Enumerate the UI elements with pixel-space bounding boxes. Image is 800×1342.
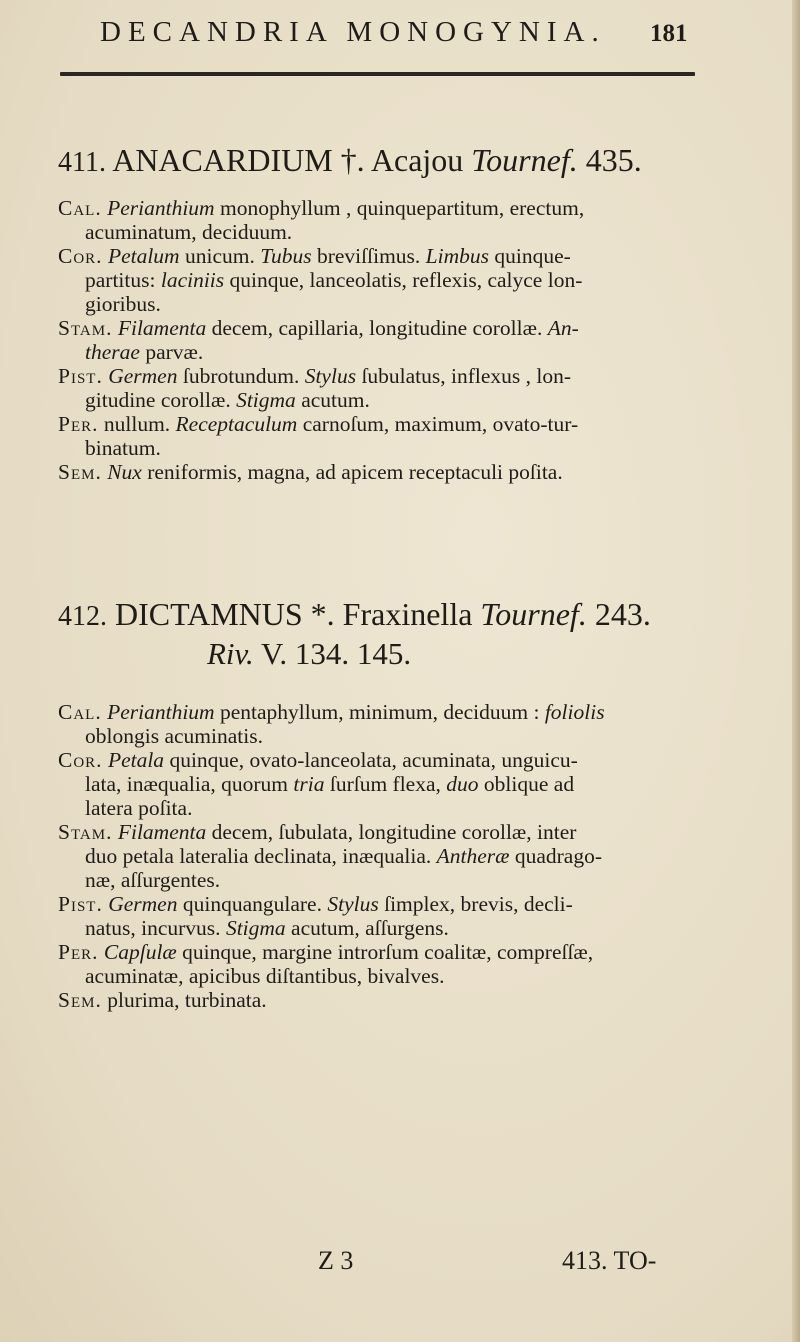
reference: 435. <box>585 142 642 178</box>
text-line: binatum. <box>85 436 161 460</box>
page-edge <box>792 0 800 1342</box>
text-line: Cor. Petalum unicum. Tubus breviſſimus. Limbus quinque- <box>58 244 571 268</box>
header-rule <box>60 72 695 76</box>
signature-mark: Z 3 <box>318 1246 354 1275</box>
text-line: Sem. Nux reniformis, magna, ad apicem receptaculi poſita. <box>58 460 563 484</box>
genus-mark: †. <box>340 142 365 178</box>
catchword: 413. TO- <box>562 1246 657 1275</box>
text-line: gitudine corollæ. Stigma acutum. <box>85 388 370 412</box>
entry-heading-411 <box>58 142 642 179</box>
text-line: therae parvæ. <box>85 340 204 364</box>
entry-heading-412 <box>58 596 651 633</box>
entry-subheading-412 <box>207 636 411 672</box>
text-line: natus, incurvus. Stigma acutum, aſſurgens. <box>85 916 449 940</box>
text-line: Stam. Filamenta decem, ſubulata, longitudine corollæ, inter <box>58 820 577 844</box>
text-line: Cal. Perianthium monophyllum , quinquepartitum, erectum, <box>58 196 585 220</box>
text-line: oblongis acuminatis. <box>85 724 263 748</box>
entry-number: 411. <box>58 147 106 178</box>
text-line: Cor. Petala quinque, ovato-lanceolata, acuminata, unguicu- <box>58 748 578 772</box>
page-number: 181 <box>650 20 688 47</box>
author: Tournef. <box>480 596 587 632</box>
synonym: Acajou <box>370 142 464 178</box>
genus-name: ANACARDIUM <box>112 142 333 178</box>
synonym: Fraxinella <box>342 596 473 632</box>
text-line: Per. Capſulæ quinque, margine introrſum coalitæ, compreſſæ, <box>58 940 594 964</box>
text-line: acuminatæ, apicibus diſtantibus, bivalves. <box>85 964 445 988</box>
text-line: lata, inæqualia, quorum tria ſurſum flexa, duo oblique ad <box>85 772 575 796</box>
text-line: latera poſita. <box>85 796 193 820</box>
running-head <box>0 14 800 54</box>
text-line: næ, aſſurgentes. <box>85 868 221 892</box>
text-line: Sem. plurima, turbinata. <box>58 988 267 1012</box>
text-line: duo petala lateralia declinata, inæqualia. Antheræ quadrago- <box>85 844 603 868</box>
text-line: Pist. Germen quinquangulare. Stylus ſimplex, brevis, decli- <box>58 892 573 916</box>
text-line: Stam. Filamenta decem, capillaria, longitudine corollæ. An- <box>58 316 579 340</box>
text-line: gioribus. <box>85 292 161 316</box>
text-line: Per. nullum. Receptaculum carnoſum, maximum, ovato-tur- <box>58 412 579 436</box>
text-line: Pist. Germen ſubrotundum. Stylus ſubulatus, inflexus , lon- <box>58 364 572 388</box>
genus-name: DICTAMNUS <box>115 596 303 632</box>
text-line: partitus: laciniis quinque, lanceolatis, reflexis, calyce lon- <box>85 268 583 292</box>
entry-number: 412. <box>58 601 107 632</box>
running-title: DECANDRIA MONOGYNIA. <box>100 16 606 48</box>
sub-author: Riv. <box>207 636 254 671</box>
text-line: Cal. Perianthium pentaphyllum, minimum, deciduum : foliolis <box>58 700 605 724</box>
genus-mark: *. <box>310 596 335 632</box>
sub-reference: V. 134. 145. <box>260 636 412 671</box>
text-line: acuminatum, deciduum. <box>85 220 293 244</box>
author: Tournef. <box>471 142 578 178</box>
reference: 243. <box>594 596 651 632</box>
